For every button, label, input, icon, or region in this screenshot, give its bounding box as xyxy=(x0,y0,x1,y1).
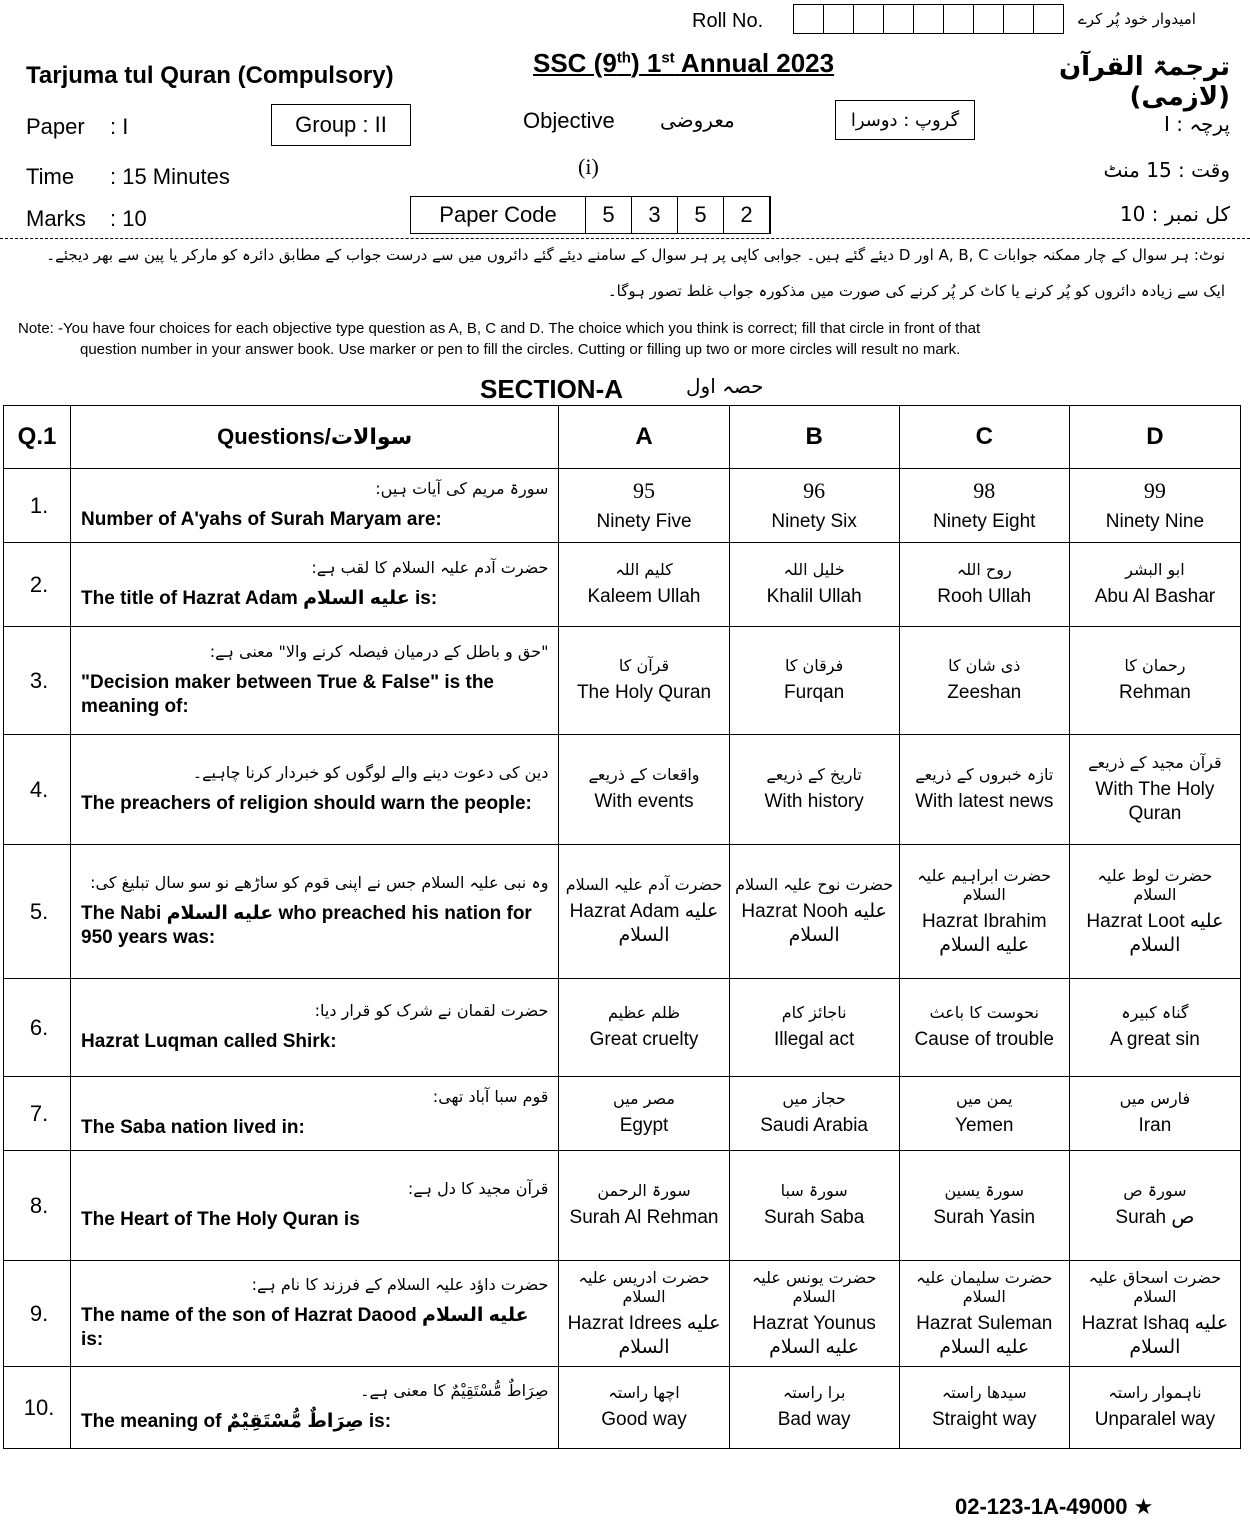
instructions-urdu-1: نوٹ: ہر سوال کے چار ممکنہ جوابات A, B, C اور D دیئے گئے ہیں۔ جوابی کاپی پر ہر سوال کے سامنے دیئے گئے دائروں میں سے درست جواب کے مطابق دائرہ کو مارکر یا پین سے بھر دیجئے۔ xyxy=(46,246,1225,264)
option-d xyxy=(1069,627,1240,735)
option-a xyxy=(559,1077,729,1151)
marks-label-urdu: کل نمبر : 10 xyxy=(1119,202,1230,226)
option-b-urdu: خلیل اللہ xyxy=(783,560,845,579)
roll-number-box[interactable] xyxy=(914,5,944,33)
table-header-row xyxy=(4,406,1241,469)
option-c-english: Yemen xyxy=(955,1115,1014,1136)
question-number: 8. xyxy=(4,1151,71,1261)
question-text xyxy=(71,1261,559,1367)
paper-code-box xyxy=(410,196,771,234)
question-text xyxy=(71,627,559,735)
question-english: The preachers of religion should warn the people: xyxy=(81,793,532,814)
option-c xyxy=(899,1367,1069,1449)
group-box-urdu: گروپ : دوسرا xyxy=(835,100,975,140)
option-a-urdu: سورۃ الرحمن xyxy=(597,1181,691,1200)
option-d-english: Rehman xyxy=(1118,682,1191,703)
instructions-english xyxy=(18,318,1238,360)
option-d xyxy=(1069,979,1240,1077)
header-option-b: B xyxy=(729,406,899,469)
option-b xyxy=(729,735,899,845)
option-c-urdu: حضرت سلیمان علیہ السلام xyxy=(916,1267,1053,1306)
option-b-english: Saudi Arabia xyxy=(760,1115,868,1136)
question-english: The Nabi عليه السلام who preached his nation for 950 years was: xyxy=(81,903,532,948)
option-d xyxy=(1069,1261,1240,1367)
option-a-english: Hazrat Adam عليه السلام xyxy=(569,901,719,946)
question-english: The name of the son of Hazrat Daood عليه السلام is: xyxy=(81,1305,529,1350)
question-text xyxy=(71,1151,559,1261)
option-a xyxy=(559,1367,729,1449)
question-text xyxy=(71,469,559,543)
option-a xyxy=(559,979,729,1077)
option-a xyxy=(559,845,729,979)
option-c-urdu: حضرت ابراہیم علیہ السلام xyxy=(917,865,1052,904)
option-c xyxy=(899,1261,1069,1367)
option-a xyxy=(559,627,729,735)
option-b-urdu: ناجائز کام xyxy=(781,1003,847,1022)
paper-code-label: Paper Code xyxy=(411,197,586,233)
option-d-urdu: حضرت لوط علیہ السلام xyxy=(1097,865,1213,904)
option-a-urdu: قرآن کا xyxy=(618,656,670,675)
option-d-english: With The Holy Quran xyxy=(1095,779,1215,824)
option-a-english: Ninety Five xyxy=(596,510,692,532)
question-text xyxy=(71,735,559,845)
objective-label-urdu: معروضی xyxy=(660,108,735,132)
option-b xyxy=(729,469,899,543)
table-row xyxy=(4,735,1241,845)
instructions-english-line-2: question number in your answer book. Use marker or pen to fill the circles. Cutting or filling up two or more circles will result no mark. xyxy=(80,341,961,358)
option-b-english: Surah Saba xyxy=(763,1207,865,1228)
option-d xyxy=(1069,1367,1240,1449)
roll-number-box[interactable] xyxy=(824,5,854,33)
option-c xyxy=(899,845,1069,979)
option-c-english: Rooh Ullah xyxy=(937,586,1032,607)
option-b-english: Khalil Ullah xyxy=(766,586,862,607)
table-row xyxy=(4,979,1241,1077)
instructions-urdu-2: ایک سے زیادہ دائروں کو پُر کرنے یا کاٹ کر پُر کرنے کی صورت میں مذکورہ جواب غلط تصور ہوگا۔ xyxy=(607,282,1225,300)
question-text xyxy=(71,1077,559,1151)
question-english: "Decision maker between True & False" is the meaning of: xyxy=(81,672,494,717)
candidate-note-urdu: امیدوار خود پُر کرے xyxy=(1078,10,1196,28)
table-row xyxy=(4,1077,1241,1151)
question-english: The meaning of صِرَاطٌ مُّسْتَقِيْمٌ is: xyxy=(81,1411,392,1432)
question-urdu: قرآن مجید کا دل ہے: xyxy=(407,1179,549,1198)
paper-code-digit: 3 xyxy=(632,197,678,233)
option-a-english: Good way xyxy=(601,1409,687,1430)
option-a-english: The Holy Quran xyxy=(576,682,712,703)
option-a-english: With events xyxy=(594,791,694,812)
time-label-urdu: وقت : 15 منٹ xyxy=(1103,158,1230,182)
table-row xyxy=(4,1151,1241,1261)
paper-label-urdu: پرچہ : I xyxy=(1163,112,1230,136)
question-urdu: وہ نبی علیہ السلام جس نے اپنی قوم کو ساڑھے نو سو سال تبلیغ کی: xyxy=(90,873,549,892)
option-c xyxy=(899,469,1069,543)
option-a-urdu: ظلم عظیم xyxy=(608,1003,680,1022)
option-c-english: Hazrat Ibrahim عليه السلام xyxy=(921,910,1047,956)
option-a-english: Hazrat Idrees عليه السلام xyxy=(567,1312,721,1358)
option-b xyxy=(729,979,899,1077)
option-d-urdu: ناہموار راستہ xyxy=(1108,1383,1202,1402)
question-number: 1. xyxy=(4,469,71,543)
question-number: 4. xyxy=(4,735,71,845)
question-english: The Saba nation lived in: xyxy=(81,1117,305,1138)
option-a xyxy=(559,469,729,543)
table-row xyxy=(4,543,1241,627)
paper-value: : I xyxy=(110,114,129,139)
subject-title-urdu: ترجمۃ القرآن (لازمی) xyxy=(1058,52,1230,112)
roll-number-box[interactable] xyxy=(974,5,1004,33)
header-question-number: Q.1 xyxy=(4,406,71,469)
question-urdu: "حق و باطل کے درمیان فیصلہ کرنے والا" معنی ہے: xyxy=(209,642,549,661)
paper-version: (i) xyxy=(578,154,599,179)
option-a-urdu: مصر میں xyxy=(613,1089,675,1108)
option-b-urdu: فرقان کا xyxy=(784,656,844,675)
questions-body xyxy=(4,469,1241,1449)
option-d-urdu: گناہ کبیرہ xyxy=(1121,1003,1189,1022)
table-row xyxy=(4,1367,1241,1449)
question-english: Hazrat Luqman called Shirk: xyxy=(81,1031,337,1052)
question-text xyxy=(71,845,559,979)
option-d xyxy=(1069,1151,1240,1261)
option-a xyxy=(559,543,729,627)
option-d-english: Unparalel way xyxy=(1094,1409,1216,1430)
option-c-urdu: سورۃ یسین xyxy=(944,1181,1025,1200)
option-b-english: Illegal act xyxy=(773,1029,855,1050)
question-text xyxy=(71,1367,559,1449)
option-b-english: Ninety Six xyxy=(771,510,857,532)
option-c-english: Ninety Eight xyxy=(933,510,1036,532)
option-d-urdu: سورۃ ص xyxy=(1123,1181,1187,1200)
option-b-english: Hazrat Nooh عليه السلام xyxy=(741,901,887,946)
option-a-urdu: 95 xyxy=(633,477,655,503)
marks-label: Marks xyxy=(26,206,86,231)
option-b-urdu: برا راستہ xyxy=(782,1383,846,1402)
question-number: 9. xyxy=(4,1261,71,1367)
option-b-english: Hazrat Younus عليه السلام xyxy=(752,1312,876,1358)
option-c-english: Zeeshan xyxy=(947,682,1022,703)
group-box: Group : II xyxy=(271,104,411,146)
paper-code-digit: 5 xyxy=(586,197,632,233)
option-c-english: Cause of trouble xyxy=(914,1029,1054,1050)
option-c-urdu: ذی شان کا xyxy=(948,656,1021,675)
option-a-english: Kaleem Ullah xyxy=(587,586,701,607)
question-number: 6. xyxy=(4,979,71,1077)
option-c-english: Hazrat Suleman عليه السلام xyxy=(916,1312,1053,1358)
option-d-urdu: فارس میں xyxy=(1119,1089,1191,1108)
option-d-english: Abu Al Bashar xyxy=(1094,586,1216,607)
option-c-english: Straight way xyxy=(931,1409,1037,1430)
time-value: : 15 Minutes xyxy=(110,164,230,189)
table-row xyxy=(4,1261,1241,1367)
option-b-english: With history xyxy=(764,791,864,812)
option-c xyxy=(899,1077,1069,1151)
option-d xyxy=(1069,1077,1240,1151)
question-urdu: حضرت لقمان نے شرک کو قرار دیا: xyxy=(314,1001,549,1020)
option-d-urdu: رحمان کا xyxy=(1124,656,1186,675)
option-d-english: Ninety Nine xyxy=(1105,510,1205,532)
question-text xyxy=(71,543,559,627)
roll-number-box[interactable] xyxy=(794,5,824,33)
option-a-urdu: اچھا راستہ xyxy=(608,1383,680,1402)
option-b xyxy=(729,1261,899,1367)
option-a-english: Great cruelty xyxy=(589,1029,699,1050)
option-c-urdu: تازہ خبروں کے ذریعے xyxy=(915,765,1054,784)
option-d xyxy=(1069,845,1240,979)
question-english: Number of A'yahs of Surah Maryam are: xyxy=(81,509,442,530)
option-a-english: Egypt xyxy=(619,1115,669,1136)
option-a-english: Surah Al Rehman xyxy=(569,1207,719,1228)
option-c xyxy=(899,735,1069,845)
roll-number-label: Roll No. xyxy=(692,10,764,32)
question-text xyxy=(71,979,559,1077)
table-row xyxy=(4,627,1241,735)
question-urdu: سورۃ مریم کی آیات ہیں: xyxy=(375,479,549,498)
option-b-english: Bad way xyxy=(777,1409,851,1430)
option-d xyxy=(1069,543,1240,627)
header-option-c: C xyxy=(899,406,1069,469)
option-b-english: Furqan xyxy=(784,682,845,703)
option-b-urdu: حضرت یونس علیہ السلام xyxy=(751,1267,877,1306)
question-number: 10. xyxy=(4,1367,71,1449)
objective-label: Objective xyxy=(523,108,615,133)
question-urdu: دین کی دعوت دینے والے لوگوں کو خبردار کرنا چاہیے۔ xyxy=(192,763,549,782)
question-urdu: قوم سبا آباد تھی: xyxy=(432,1087,549,1106)
option-d-english: Hazrat Ishaq عليه السلام xyxy=(1081,1312,1229,1358)
table-row xyxy=(4,845,1241,979)
question-urdu: حضرت آدم علیہ السلام کا لقب ہے: xyxy=(311,558,549,577)
question-number: 5. xyxy=(4,845,71,979)
header-option-a: A xyxy=(559,406,729,469)
option-b xyxy=(729,1367,899,1449)
option-d-urdu: ابو البشر xyxy=(1125,560,1185,579)
option-d xyxy=(1069,469,1240,543)
option-a-urdu: حضرت آدم علیہ السلام xyxy=(565,875,723,894)
option-b xyxy=(729,627,899,735)
option-c-urdu: روح اللہ xyxy=(956,560,1012,579)
paper-code-digit: 2 xyxy=(724,197,770,233)
option-b-urdu: تاریخ کے ذریعے xyxy=(766,765,862,784)
question-number: 2. xyxy=(4,543,71,627)
exam-title: SSC (9th) 1st Annual 2023 xyxy=(533,48,835,78)
roll-number-box[interactable] xyxy=(944,5,974,33)
option-b-urdu: 96 xyxy=(803,477,826,503)
header-option-d: D xyxy=(1069,406,1240,469)
option-c-urdu: نحوست کا باعث xyxy=(929,1003,1039,1022)
paper-serial-code: 02-123-1A-49000 ★ xyxy=(955,1494,1154,1519)
option-d-english: A great sin xyxy=(1110,1029,1200,1050)
roll-number-box[interactable] xyxy=(1004,5,1034,33)
option-b xyxy=(729,1151,899,1261)
subject-title-english: Tarjuma tul Quran (Compulsory) xyxy=(26,62,394,89)
option-a-urdu: واقعات کے ذریعے xyxy=(588,765,700,784)
question-number: 7. xyxy=(4,1077,71,1151)
option-b xyxy=(729,1077,899,1151)
option-a xyxy=(559,1151,729,1261)
option-d-urdu: قرآن مجید کے ذریعے xyxy=(1088,753,1222,772)
option-c-urdu: 98 xyxy=(973,477,996,503)
option-d-english: Surah ص xyxy=(1115,1207,1195,1228)
table-row xyxy=(4,469,1241,543)
question-english: The title of Hazrat Adam عليه السلام is: xyxy=(81,588,438,609)
question-number: 3. xyxy=(4,627,71,735)
question-english: The Heart of The Holy Quran is xyxy=(81,1209,360,1230)
option-c-english: Surah Yasin xyxy=(933,1207,1036,1228)
option-b-urdu: سورۃ سبا xyxy=(780,1181,848,1200)
option-b-urdu: حجاز میں xyxy=(782,1089,846,1108)
option-c xyxy=(899,543,1069,627)
roll-number-boxes[interactable] xyxy=(793,4,1064,34)
marks-value: : 10 xyxy=(110,206,147,231)
question-urdu: حضرت داؤد علیہ السلام کے فرزند کا نام ہے: xyxy=(251,1275,549,1294)
section-title: SECTION-A xyxy=(480,374,623,404)
option-b-urdu: حضرت نوح علیہ السلام xyxy=(735,875,894,894)
option-d-english: Hazrat Loot عليه السلام xyxy=(1086,910,1224,956)
section-title-urdu: حصہ اول xyxy=(686,374,764,398)
roll-number-box[interactable] xyxy=(884,5,914,33)
header-questions: Questions/سوالات xyxy=(71,406,559,469)
option-d-urdu: حضرت اسحاق علیہ السلام xyxy=(1088,1267,1222,1306)
instructions-english-line-1: Note: -You have four choices for each objective type question as A, B, C and D. The choice which you think is correct; fill that circle in front of that xyxy=(18,320,981,337)
questions-table xyxy=(3,405,1241,1449)
option-c-english: With latest news xyxy=(915,791,1054,812)
option-b xyxy=(729,845,899,979)
option-c xyxy=(899,1151,1069,1261)
option-c xyxy=(899,627,1069,735)
time-label: Time xyxy=(26,164,75,189)
option-d-english: Iran xyxy=(1138,1115,1172,1136)
option-d-urdu: 99 xyxy=(1143,477,1166,503)
option-a xyxy=(559,1261,729,1367)
option-a-urdu: کلیم اللہ xyxy=(615,560,673,579)
option-a-urdu: حضرت ادریس علیہ السلام xyxy=(578,1267,710,1306)
option-c xyxy=(899,979,1069,1077)
paper-code-digit: 5 xyxy=(678,197,724,233)
question-urdu: صِرَاطٌ مُّسْتَقِيْمٌ کا معنی ہے۔ xyxy=(360,1381,549,1400)
option-d xyxy=(1069,735,1240,845)
paper-label: Paper xyxy=(26,114,85,139)
header-divider xyxy=(0,238,1250,239)
option-b xyxy=(729,543,899,627)
option-c-urdu: سیدھا راستہ xyxy=(941,1383,1027,1402)
roll-number-box[interactable] xyxy=(1034,5,1063,33)
option-a xyxy=(559,735,729,845)
roll-number-box[interactable] xyxy=(854,5,884,33)
option-c-urdu: یمن میں xyxy=(955,1089,1013,1108)
